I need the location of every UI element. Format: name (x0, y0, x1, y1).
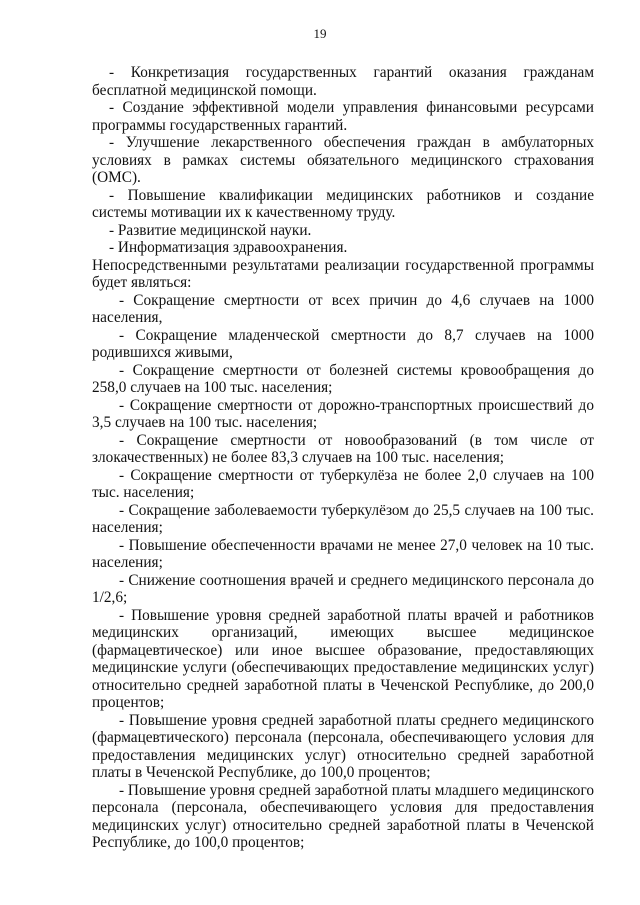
results-intro: Непосредственными результатами реализации государственной программы будет являться: (92, 256, 594, 291)
result-item: - Сокращение смертности от дорожно-транспортных происшествий до 3,5 случаев на 100 тыс. населения; (92, 396, 594, 431)
result-item: - Повышение уровня средней заработной платы младшего медицинского персонала (персонала, обеспечивающего условия для предоставления медицинских услуг) относительно средней заработной платы в Чеченской Республике, до 100,0 процентов; (92, 781, 594, 851)
goal-item: - Развитие медицинской науки. (109, 221, 312, 239)
result-item: - Сокращение смертности от туберкулёза не более 2,0 случаев на 100 тыс. населения; (92, 466, 594, 501)
goal-item: - Информатизация здравоохранения. (109, 239, 348, 256)
result-item: - Повышение уровня средней заработной платы среднего медицинского (фармацевтического) персонала (персонала, обеспечивающего условия для предоставления медицинских услуг) относительно средней заработной платы в Чеченской Республике, до 100,0 процентов; (92, 711, 594, 781)
result-item: - Повышение уровня средней заработной платы врачей и работников медицинских организаций, имеющих высшее медицинское (фармацевтическое) или иное высшее образование, предоставляющих медицинские услуги (обеспечивающих предоставление медицинских услуг) относительно средней заработной платы в Чеченской Республике, до 200,0 процентов; (92, 606, 594, 711)
result-item: - Сокращение смертности от новообразований (в том числе от злокачественных) не более 83,3 случаев на 100 тыс. населения; (92, 431, 594, 466)
result-item: - Сокращение заболеваемости туберкулёзом до 25,5 случаев на 100 тыс. населения; (92, 501, 594, 536)
result-item: - Сокращение смертности от болезней системы кровообращения до 258,0 случаев на 100 тыс. населения; (92, 361, 594, 396)
goal-item: - Повышение квалификации медицинских работников и создание системы мотивации их к качественному труду. (92, 186, 594, 221)
goal-item: - Улучшение лекарственного обеспечения граждан в амбулаторных условиях в рамках системы обязательного медицинского страхования (ОМС). (92, 134, 594, 186)
page-content (92, 64, 594, 852)
result-item: - Сокращение младенческой смертности до 8,7 случаев на 1000 родившихся живыми, (92, 326, 594, 361)
result-item: - Сокращение смертности от всех причин до 4,6 случаев на 1000 населения, (92, 291, 594, 326)
page-number: 19 (313, 26, 327, 41)
result-item: - Снижение соотношения врачей и среднего медицинского персонала до 1/2,6; (92, 571, 594, 606)
goal-item: - Конкретизация государственных гарантий оказания гражданам бесплатной медицинской помощи. (92, 64, 594, 99)
goal-item: - Создание эффективной модели управления финансовыми ресурсами программы государственных гарантий. (92, 99, 594, 134)
result-item: - Повышение обеспеченности врачами не менее 27,0 человек на 10 тыс. населения; (92, 536, 594, 571)
